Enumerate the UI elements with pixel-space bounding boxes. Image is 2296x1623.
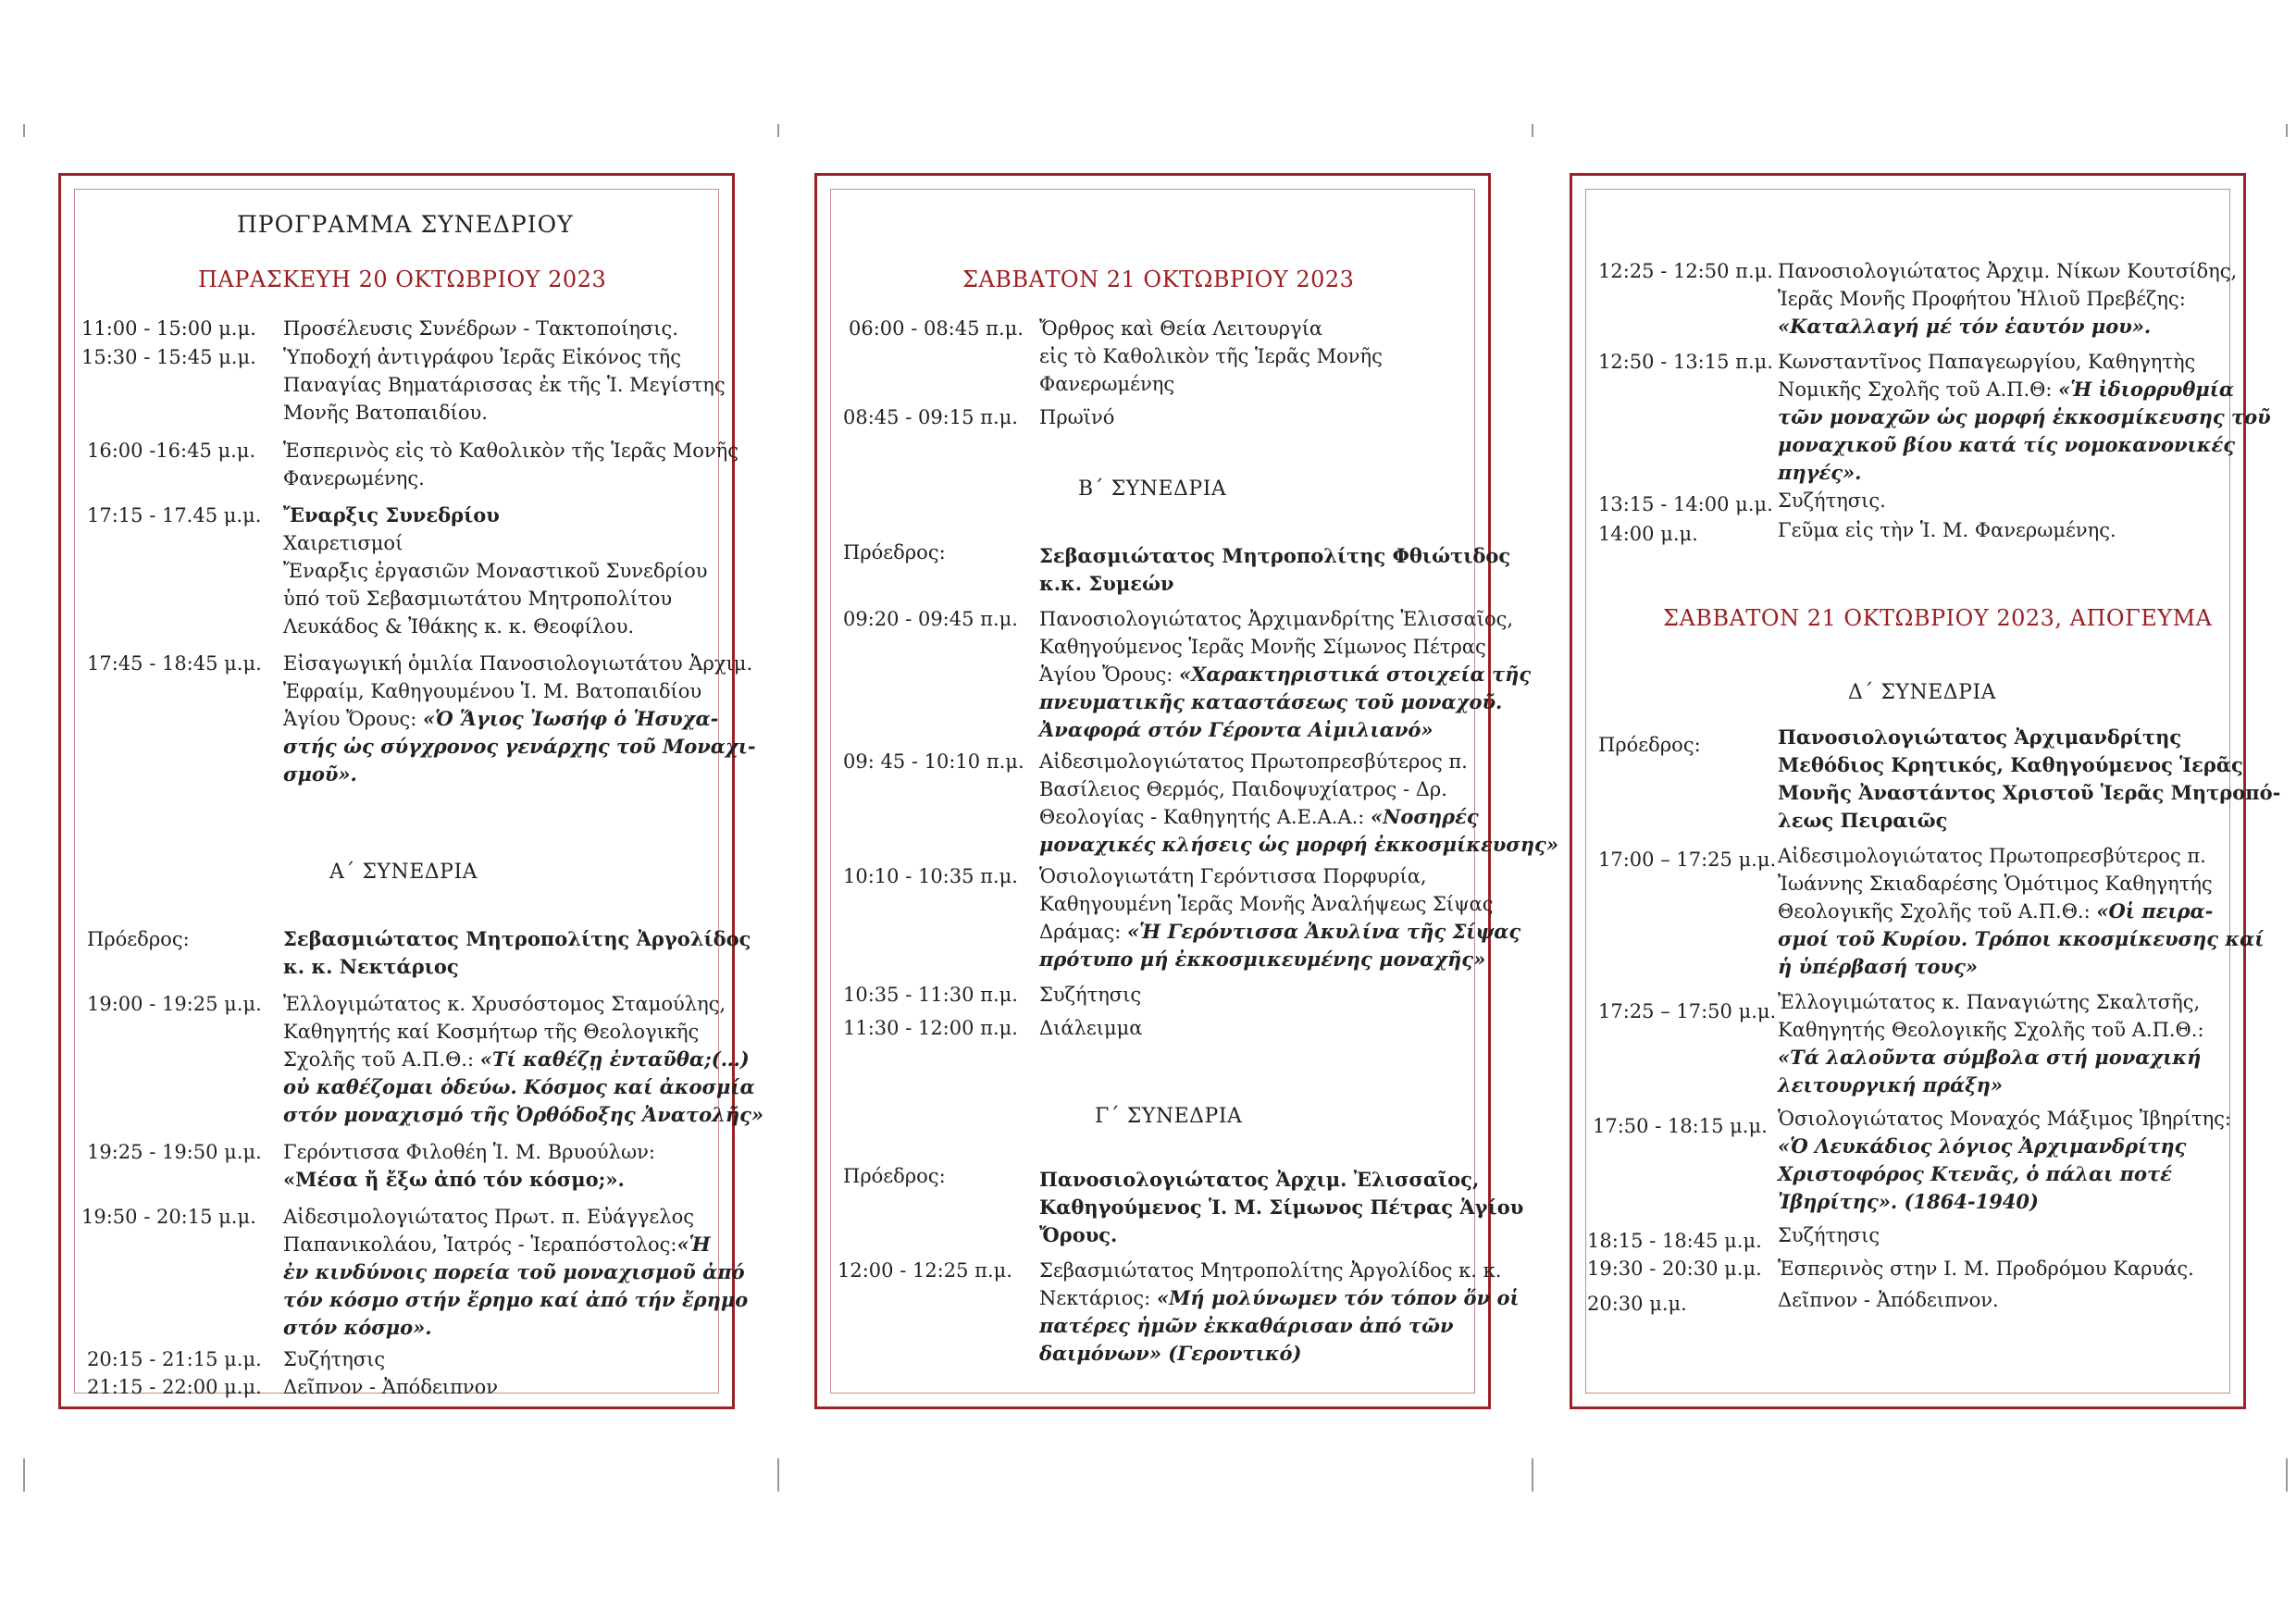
event-text: Διάλειμμα bbox=[1039, 1017, 1143, 1039]
time-slot: 09:20 - 09:45 π.μ. bbox=[843, 608, 1018, 630]
event-text bbox=[283, 1046, 750, 1073]
time-slot: 19:30 - 20:30 μ.μ. bbox=[1587, 1258, 1762, 1280]
chair-name: Μονῆς Ἀναστάντος Χριστοῦ Ἱερᾶς Μητροπό- bbox=[1778, 781, 2281, 804]
event-text: Πανοσιολογιώτατος Ἀρχιμ. Νίκων Κουτσίδης, bbox=[1778, 260, 2238, 282]
lecture-title: πνευματικῆς καταστάσεως τοῦ μοναχοῦ. bbox=[1039, 690, 1503, 713]
event-text: Καθηγητής Θεολογικῆς Σχολῆς τοῦ Α.Π.Θ.: bbox=[1778, 1019, 2204, 1041]
session-heading: Γ΄ ΣΥΝΕΔΡΙΑ bbox=[1095, 1105, 1243, 1128]
event-text: Δεῖπνον - Ἀπόδειπνον bbox=[283, 1376, 499, 1398]
lecture-title: Ἀναφορά στόν Γέροντα Αἰμιλιανό» bbox=[1039, 718, 1433, 741]
lecture-title: «Οἱ πειρα- bbox=[2096, 899, 2214, 923]
session-heading: Α΄ ΣΥΝΕΔΡΙΑ bbox=[329, 861, 478, 884]
event-text: Ὁσιολογιωτάτη Γερόντισσα Πορφυρία, bbox=[1039, 865, 1427, 887]
time-slot: 14:00 μ.μ. bbox=[1598, 523, 1698, 545]
chair-name: λεως Πειραιῶς bbox=[1778, 809, 1948, 832]
lecture-title: στόν κόσμο». bbox=[283, 1316, 432, 1339]
event-text: Ἑσπερινὸς στην Ι. Μ. Προδρόμου Καρυάς. bbox=[1778, 1258, 2194, 1280]
lecture-title: «Νοσηρές bbox=[1371, 805, 1479, 828]
event-text: Ἁγίου Ὄρους: bbox=[283, 708, 417, 730]
time-slot: 12:25 - 12:50 π.μ. bbox=[1598, 260, 1773, 282]
program-panel-3 bbox=[1570, 173, 2281, 1409]
event-text: Πρωϊνό bbox=[1039, 406, 1115, 428]
event-text: Νεκτάριος: bbox=[1039, 1287, 1151, 1309]
lecture-title: «Τά λαλοῦντα σύμβολα στή μοναχική bbox=[1778, 1046, 2202, 1069]
time-slot: 11:30 - 12:00 π.μ. bbox=[843, 1017, 1018, 1039]
event-text: Συζήτησις bbox=[1778, 1224, 1880, 1246]
lecture-title: σμοί τοῦ Κυρίου. Τρόποι κκοσμίκευσης καί bbox=[1778, 927, 2265, 950]
event-text: Λευκάδος & Ἰθάκης κ. κ. Θεοφίλου. bbox=[283, 615, 635, 638]
chair-name: Σεβασμιώτατος Μητροπολίτης Ἀργολίδος bbox=[283, 927, 751, 950]
lecture-title: στόν μοναχισμό τῆς Ὀρθόδοξης Ἀνατολῆς» bbox=[283, 1103, 764, 1126]
time-slot: 18:15 - 18:45 μ.μ. bbox=[1587, 1230, 1762, 1252]
event-text: Συζήτησις bbox=[283, 1348, 386, 1370]
time-slot: 10:10 - 10:35 π.μ. bbox=[843, 865, 1018, 887]
event-text: Ὁσιολογιώτατος Μοναχός Μάξιμος Ἰβηρίτης: bbox=[1778, 1108, 2232, 1130]
time-slot: 15:30 - 15:45 μ.μ. bbox=[81, 346, 256, 368]
chair-label: Πρόεδρος: bbox=[843, 1165, 946, 1187]
crop-mark bbox=[1532, 1458, 1533, 1492]
time-slot: 06:00 - 08:45 π.μ. bbox=[849, 317, 1024, 340]
crop-mark bbox=[23, 124, 25, 137]
time-slot: 17:50 - 18:15 μ.μ. bbox=[1593, 1115, 1768, 1137]
event-text: Γερόντισσα Φιλοθέη Ἱ. Μ. Βρυούλων: bbox=[283, 1141, 655, 1163]
chair-name: Ὄρους. bbox=[1039, 1223, 1118, 1246]
event-text: Ὑποδοχή ἀντιγράφου Ἱερᾶς Εἰκόνος τῆς bbox=[283, 346, 681, 368]
lecture-title: στής ὡς σύγχρονος γενάρχης τοῦ Μοναχι- bbox=[283, 735, 756, 758]
chair-label: Πρόεδρος: bbox=[843, 541, 946, 564]
lecture-title: σμοῦ». bbox=[283, 762, 357, 786]
event-text: Πανοσιολογιώτατος Ἀρχιμανδρίτης Ἐλισσαῖος, bbox=[1039, 608, 1514, 630]
lecture-title: μοναχικοῦ βίου κατά τίς νομοκανονικές bbox=[1778, 433, 2236, 456]
lecture-title: «Τί καθέζῃ ἐνταῦθα;(…) bbox=[479, 1047, 750, 1071]
event-text: Ἐφραίμ, Καθηγουμένου Ἱ. Μ. Βατοπαιδίου bbox=[283, 680, 702, 702]
event-text: Ὄρθρος καὶ Θεία Λειτουργία bbox=[1039, 317, 1323, 340]
event-text: εἰς τὸ Καθολικὸν τῆς Ἱερᾶς Μονῆς bbox=[1039, 345, 1383, 367]
event-text: Καθηγητής καί Κοσμήτωρ τῆς Θεολογικῆς bbox=[283, 1021, 700, 1043]
event-text: Αἰδεσιμολογιώτατος Πρωτ. π. Εὐάγγελος bbox=[283, 1206, 695, 1228]
event-text bbox=[283, 1231, 711, 1258]
event-text bbox=[1039, 918, 1520, 946]
program-panel-2 bbox=[814, 173, 1558, 1409]
time-slot: 17:00 – 17:25 μ.μ. bbox=[1598, 849, 1777, 871]
time-slot: 17:25 – 17:50 μ.μ. bbox=[1598, 1000, 1777, 1022]
crop-mark bbox=[2286, 124, 2288, 137]
chair-name: Σεβασμιώτατος Μητροπολίτης Φθιώτιδος bbox=[1039, 544, 1511, 567]
event-text: Ἑσπερινὸς εἰς τὸ Καθολικὸν τῆς Ἱερᾶς Μονῆς bbox=[283, 440, 738, 462]
session-heading: Δ΄ ΣΥΝΕΔΡΙΑ bbox=[1848, 681, 1997, 704]
event-text: Δεῖπνον - Ἀπόδειπνον. bbox=[1778, 1289, 1999, 1311]
time-slot: 12:50 - 13:15 π.μ. bbox=[1598, 351, 1773, 373]
lecture-title: πηγές». bbox=[1778, 461, 1862, 484]
lecture-title: πρότυπο μή ἐκκοσμικευμένης μοναχῆς» bbox=[1039, 948, 1486, 971]
program-panel-1 bbox=[58, 173, 764, 1409]
event-text: Καθηγούμενος Ἱερᾶς Μονῆς Σίμωνος Πέτρας bbox=[1039, 636, 1486, 658]
event-text: Βασίλειος Θερμός, Παιδοψυχίατρος - Δρ. bbox=[1039, 778, 1447, 800]
event-text: Καθηγουμένη Ἱερᾶς Μονῆς Ἀναλήψεως Σίψας bbox=[1039, 893, 1494, 915]
event-text: Συζήτησις bbox=[1039, 984, 1142, 1006]
event-text bbox=[1039, 1284, 1520, 1312]
event-text: Αἰδεσιμολογιώτατος Πρωτοπρεσβύτερος π. bbox=[1778, 845, 2206, 867]
event-text bbox=[283, 705, 718, 733]
time-slot: 19:50 - 20:15 μ.μ. bbox=[81, 1206, 256, 1228]
chair-name: Πανοσιολογιώτατος Ἀρχιμ. Ἐλισσαῖος, bbox=[1039, 1168, 1480, 1191]
chair-name: Καθηγούμενος Ἱ. Μ. Σίμωνος Πέτρας Ἁγίου bbox=[1039, 1196, 1524, 1219]
event-text: Ἱερᾶς Μονῆς Προφήτου Ἠλιοῦ Πρεβέζης: bbox=[1778, 288, 2186, 310]
lecture-title: «Μή μολύνωμεν τόν τόπον ὅν οἱ bbox=[1156, 1286, 1520, 1309]
event-text: Κωνσταντῖνος Παπαγεωργίου, Καθηγητὴς bbox=[1778, 351, 2196, 373]
event-text: Ἔναρξις ἐργασιῶν Μοναστικοῦ Συνεδρίου bbox=[283, 560, 708, 582]
time-slot: 20:30 μ.μ. bbox=[1587, 1293, 1687, 1315]
event-text: Προσέλευσις Συνέδρων - Τακτοποίησις. bbox=[283, 317, 678, 340]
event-text: ὑπό τοῦ Σεβασμιωτάτου Μητροπολίτου bbox=[283, 588, 673, 610]
event-text: Σεβασμιώτατος Μητροπολίτης Ἀργολίδος κ. κ. bbox=[1039, 1259, 1502, 1282]
lecture-title: ἡ ὑπέρβασή τους» bbox=[1778, 955, 1979, 978]
lecture-title: πατέρες ἡμῶν ἐκκαθάρισαν ἀπό τῶν bbox=[1039, 1314, 1454, 1337]
event-text: Ἐλλογιμώτατος κ. Χρυσόστομος Σταμούλης, bbox=[283, 993, 726, 1015]
event-text: Συζήτησις. bbox=[1778, 489, 1886, 512]
event-text: Ἰωάννης Σκιαδαρέσης Ὁμότιμος Καθηγητής bbox=[1778, 873, 2213, 895]
session-heading: Β΄ ΣΥΝΕΔΡΙΑ bbox=[1078, 477, 1227, 501]
event-text: Φανερωμένης. bbox=[283, 467, 425, 489]
event-text: Παπανικολάου, Ἰατρός - Ἱεραπόστολος: bbox=[283, 1233, 677, 1256]
time-slot: 09: 45 - 10:10 π.μ. bbox=[843, 750, 1024, 773]
event-text: Δράμας: bbox=[1039, 921, 1122, 943]
lecture-title: τῶν μοναχῶν ὡς μορφή ἐκκοσμίκευσης τοῦ bbox=[1778, 405, 2271, 428]
crop-mark bbox=[2286, 1458, 2288, 1492]
event-text: Θεολογίας - Καθηγητής Α.Ε.Α.Α.: bbox=[1039, 806, 1365, 828]
lecture-title: ἐν κινδύνοις πορεία τοῦ μοναχισμοῦ ἀπό bbox=[283, 1260, 745, 1283]
lecture-title: «Μέσα ἤ ἔξω ἀπό τόν κόσμο;». bbox=[283, 1168, 625, 1191]
lecture-title: «Ὁ Ἅγιος Ἰωσήφ ὁ Ἡσυχα- bbox=[423, 707, 719, 730]
crop-mark bbox=[1532, 124, 1533, 137]
time-slot: 20:15 - 21:15 μ.μ. bbox=[87, 1348, 262, 1370]
crop-mark bbox=[777, 1458, 779, 1492]
time-slot: 08:45 - 09:15 π.μ. bbox=[843, 406, 1018, 428]
event-text: Μονῆς Βατοπαιδίου. bbox=[283, 402, 488, 424]
lecture-title: «Καταλλαγή μέ τόν ἑαυτόν μου». bbox=[1778, 315, 2152, 338]
lecture-title: «Ἡ ἰδιορρυθμία bbox=[2058, 378, 2235, 401]
lecture-title: «Χαρακτηριστικά στοιχεία τῆς bbox=[1179, 663, 1532, 686]
event-text-bold: Ἔναρξις Συνεδρίου bbox=[283, 503, 500, 527]
chair-label: Πρόεδρος: bbox=[87, 928, 190, 950]
lecture-title: δαιμόνων» (Γεροντικό) bbox=[1039, 1342, 1302, 1365]
lecture-title: Χριστοφόρος Κτενᾶς, ὁ πάλαι ποτέ bbox=[1778, 1162, 2172, 1185]
crop-mark bbox=[23, 1458, 25, 1492]
time-slot: 11:00 - 15:00 μ.μ. bbox=[81, 317, 256, 340]
day-heading: ΠΑΡΑΣΚΕΥΗ 20 ΟΚΤΩΒΡΙΟΥ 2023 bbox=[198, 266, 607, 292]
time-slot: 19:25 - 19:50 μ.μ. bbox=[87, 1141, 262, 1163]
day-heading: ΣΑΒΒΑΤΟΝ 21 ΟΚΤΩΒΡΙΟΥ 2023 bbox=[962, 266, 1355, 292]
time-slot: 17:45 - 18:45 μ.μ. bbox=[87, 652, 262, 675]
chair-name: κ.κ. Συμεών bbox=[1039, 572, 1174, 595]
lecture-title: «Ὁ Λευκάδιος λόγιος Ἀρχιμανδρίτης bbox=[1778, 1134, 2187, 1158]
event-text: Χαιρετισμοί bbox=[283, 532, 403, 554]
time-slot: 21:15 - 22:00 μ.μ. bbox=[87, 1376, 262, 1398]
event-text: Θεολογικῆς Σχολῆς τοῦ Α.Π.Θ.: bbox=[1778, 900, 2091, 923]
event-text bbox=[1778, 376, 2234, 403]
time-slot: 12:00 - 12:25 π.μ. bbox=[838, 1259, 1012, 1282]
lecture-title: «Ἡ bbox=[676, 1233, 711, 1256]
event-text bbox=[1778, 898, 2213, 925]
lecture-title: «Ἡ Γερόντισσα Ἀκυλίνα τῆς Σίψας bbox=[1127, 920, 1521, 943]
lecture-title: οὐ καθέζομαι ὁδεύω. Κόσμος καί ἀκοσμία bbox=[283, 1075, 755, 1098]
lecture-title: τόν κόσμο στήν ἔρημο καί ἀπό τήν ἔρημο bbox=[283, 1288, 749, 1311]
chair-name: Πανοσιολογιώτατος Ἀρχιμανδρίτης bbox=[1778, 725, 2182, 749]
lecture-title: Ἰβηρίτης». (1864-1940) bbox=[1778, 1190, 2039, 1213]
event-text: Παναγίας Βηματάρισσας ἐκ τῆς Ἱ. Μεγίστης bbox=[283, 374, 726, 396]
event-text: Γεῦμα εἰς τὴν Ἱ. Μ. Φανερωμένης. bbox=[1778, 519, 2116, 541]
time-slot: 17:15 - 17.45 μ.μ. bbox=[87, 504, 262, 527]
event-text: Ἐλλογιμώτατος κ. Παναγιώτης Σκαλτσῆς, bbox=[1778, 991, 2201, 1013]
lecture-title: λειτουργική πράξη» bbox=[1778, 1073, 2003, 1096]
chair-name: Μεθόδιος Κρητικός, Καθηγούμενος Ἱερᾶς bbox=[1778, 753, 2243, 776]
event-text: Εἰσαγωγική ὁμιλία Πανοσιολογιωτάτου Ἀρχιμ. bbox=[283, 652, 753, 675]
day-heading: ΣΑΒΒΑΤΟΝ 21 ΟΚΤΩΒΡΙΟΥ 2023, ΑΠΟΓΕΥΜΑ bbox=[1663, 605, 2213, 631]
time-slot: 16:00 -16:45 μ.μ. bbox=[87, 440, 256, 462]
event-text: Νομικῆς Σχολῆς τοῦ Α.Π.Θ: bbox=[1778, 378, 2053, 401]
event-text: Ἁγίου Ὄρους: bbox=[1039, 663, 1173, 686]
crop-mark bbox=[777, 124, 779, 137]
chair-label: Πρόεδρος: bbox=[1598, 734, 1701, 756]
event-text bbox=[1039, 803, 1479, 831]
event-text bbox=[1039, 661, 1531, 688]
event-text: Αἰδεσιμολογιώτατος Πρωτοπρεσβύτερος π. bbox=[1039, 750, 1468, 773]
event-text: Σχολῆς τοῦ Α.Π.Θ.: bbox=[283, 1048, 475, 1071]
chair-name: κ. κ. Νεκτάριος bbox=[283, 955, 459, 978]
event-text: Φανερωμένης bbox=[1039, 373, 1175, 395]
time-slot: 13:15 - 14:00 μ.μ. bbox=[1598, 493, 1773, 515]
time-slot: 19:00 - 19:25 μ.μ. bbox=[87, 993, 262, 1015]
lecture-title: μοναχικές κλήσεις ὡς μορφή ἐκκοσμίκευσης» bbox=[1039, 833, 1558, 856]
time-slot: 10:35 - 11:30 π.μ. bbox=[843, 984, 1018, 1006]
page-title: ΠΡΟΓΡΑΜΜΑ ΣΥΝΕΔΡΙΟΥ bbox=[237, 211, 574, 238]
